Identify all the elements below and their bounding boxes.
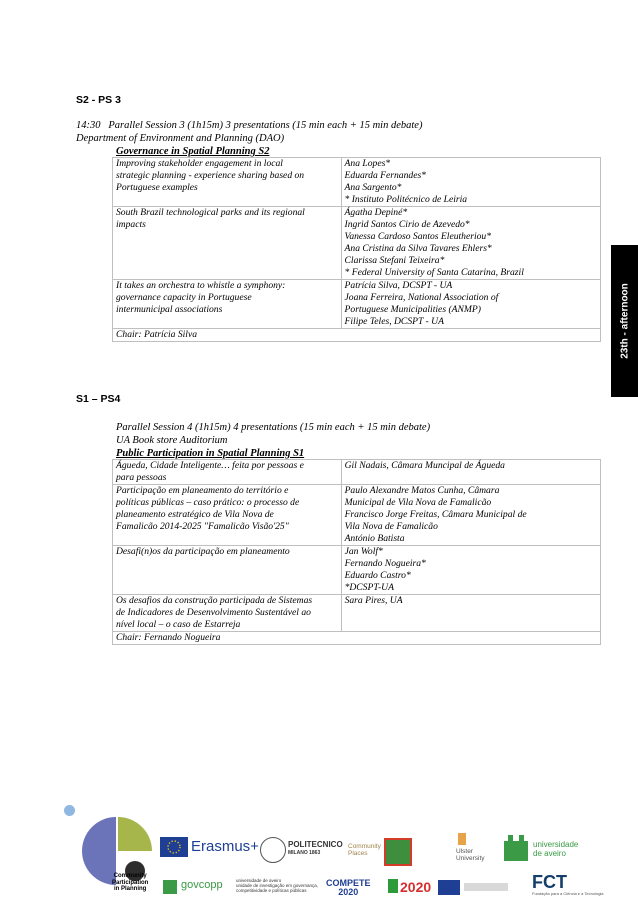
session-chair: Chair: Fernando Nogueira [113, 632, 601, 645]
community-logo-text: Community Participation in Planning [112, 873, 149, 892]
presentation-title: South Brazil technological parks and its regional impacts [113, 207, 342, 280]
table-row [113, 329, 601, 342]
presentation-title: Os desafios da construção participada de Sistemas de Indicadores de Desenvolvimento Sustentável ao nível local – o caso de Estarreja [113, 595, 342, 632]
table-row [113, 460, 601, 485]
table-row [113, 546, 601, 595]
presenters: Ágatha Depiné* Ingrid Santos Cirio de Azevedo* Vanessa Cardoso Santos Eleutheriou* Ana Cristina da Silva Tavares Ehlers* Clarissa Stefani Teixeira* * Federal University of Santa Catarina, Brazil [341, 207, 600, 280]
s2-title: Governance in Spatial Planning S2 [116, 146, 270, 157]
presenters: Gil Nadais, Câmara Muncipal de Águeda [341, 460, 600, 485]
table-row [113, 158, 601, 207]
ulster-icon [458, 833, 466, 845]
compete-logo-text: COMPETE 2020 [326, 878, 371, 897]
aveiro-icon [504, 835, 528, 861]
dot-icon [64, 805, 75, 816]
community-places-icon [384, 838, 412, 866]
s1-table [112, 459, 601, 645]
day-sidebar-tab [611, 245, 638, 397]
table-row [113, 207, 601, 280]
day-label: 23th - afternoon [619, 283, 630, 359]
politecnico-logo-text: POLITECNICO MILANO 1863 [288, 840, 343, 856]
ulster-logo-text: Ulster University [456, 848, 485, 862]
govcopp-description: universidade de aveiro unidade de investigação em governança, competitividade e políticas públicas [236, 878, 319, 893]
seal-icon [260, 837, 286, 863]
aveiro-logo-text: universidade de aveiro [533, 840, 579, 858]
presentation-title: Participação em planeamento do território e políticas públicas – caso prático: o processo de planeamento estratégico de Vila Nova de Famalicão 2014-2025 "Famalicão Visão'25" [113, 485, 342, 546]
presentation-title: Águeda, Cidade Inteligente… feita por pessoas e para pessoas [113, 460, 342, 485]
portugal-2020-text: 2020 [400, 879, 432, 895]
aveiro-small-icon [163, 880, 177, 894]
s2-venue: Department of Environment and Planning (DAO) [76, 133, 285, 144]
s2-heading: S2 - PS 3 [76, 94, 121, 106]
eu-flag-icon [160, 837, 188, 857]
table-row [113, 280, 601, 329]
table-row [113, 485, 601, 546]
session-chair: Chair: Patrícia Silva [113, 329, 601, 342]
portugal-icon [388, 879, 398, 893]
erasmus-logo-text: Erasmus+ [191, 838, 259, 855]
presenters: Sara Pires, UA [341, 595, 600, 632]
s2-table [112, 157, 601, 342]
s2-session-line: 14:30 Parallel Session 3 (1h15m) 3 presentations (15 min each + 15 min debate) [76, 120, 423, 131]
sponsor-footer [0, 795, 638, 903]
eu-flag-small-icon [438, 880, 460, 895]
table-row [113, 595, 601, 632]
presenters: Patrícia Silva, DCSPT - UA Joana Ferreira, National Association of Portuguese Municipalities (ANMP) Filipe Teles, DCSPT - UA [341, 280, 600, 329]
presentation-title: Desafi(n)os da participação em planeamento [113, 546, 342, 595]
s1-session-line: Parallel Session 4 (1h15m) 4 presentations (15 min each + 15 min debate) [116, 422, 431, 433]
presenters: Ana Lopes* Eduarda Fernandes* Ana Sargento* * Instituto Politécnico de Leiria [341, 158, 600, 207]
s1-venue: UA Book store Auditorium [116, 435, 228, 446]
presenters: Jan Wolf* Fernando Nogueira* Eduardo Castro* *DCSPT-UA [341, 546, 600, 595]
presentation-title: Improving stakeholder engagement in local strategic planning - experience sharing based on Portuguese examples [113, 158, 342, 207]
fct-logo-text: FCT [532, 872, 567, 892]
eu-fund-text-placeholder [464, 883, 508, 891]
table-row [113, 632, 601, 645]
s1-heading: S1 – PS4 [76, 393, 121, 405]
presentation-title: It takes an orchestra to whistle a symphony: governance capacity in Portuguese intermunicipal associations [113, 280, 342, 329]
fct-description: Fundação para a Ciência e a Tecnologia [532, 891, 604, 896]
presenters: Paulo Alexandre Matos Cunha, Câmara Municipal de Vila Nova de Famalicão Francisco Jorge Freitas, Câmara Municipal de Vila Nova de Famalicão António Batista [341, 485, 600, 546]
s1-title: Public Participation in Spatial Planning S1 [116, 448, 305, 459]
community-places-logo-text: Community Places [348, 843, 381, 857]
govcopp-logo-text: govcopp [181, 879, 223, 891]
